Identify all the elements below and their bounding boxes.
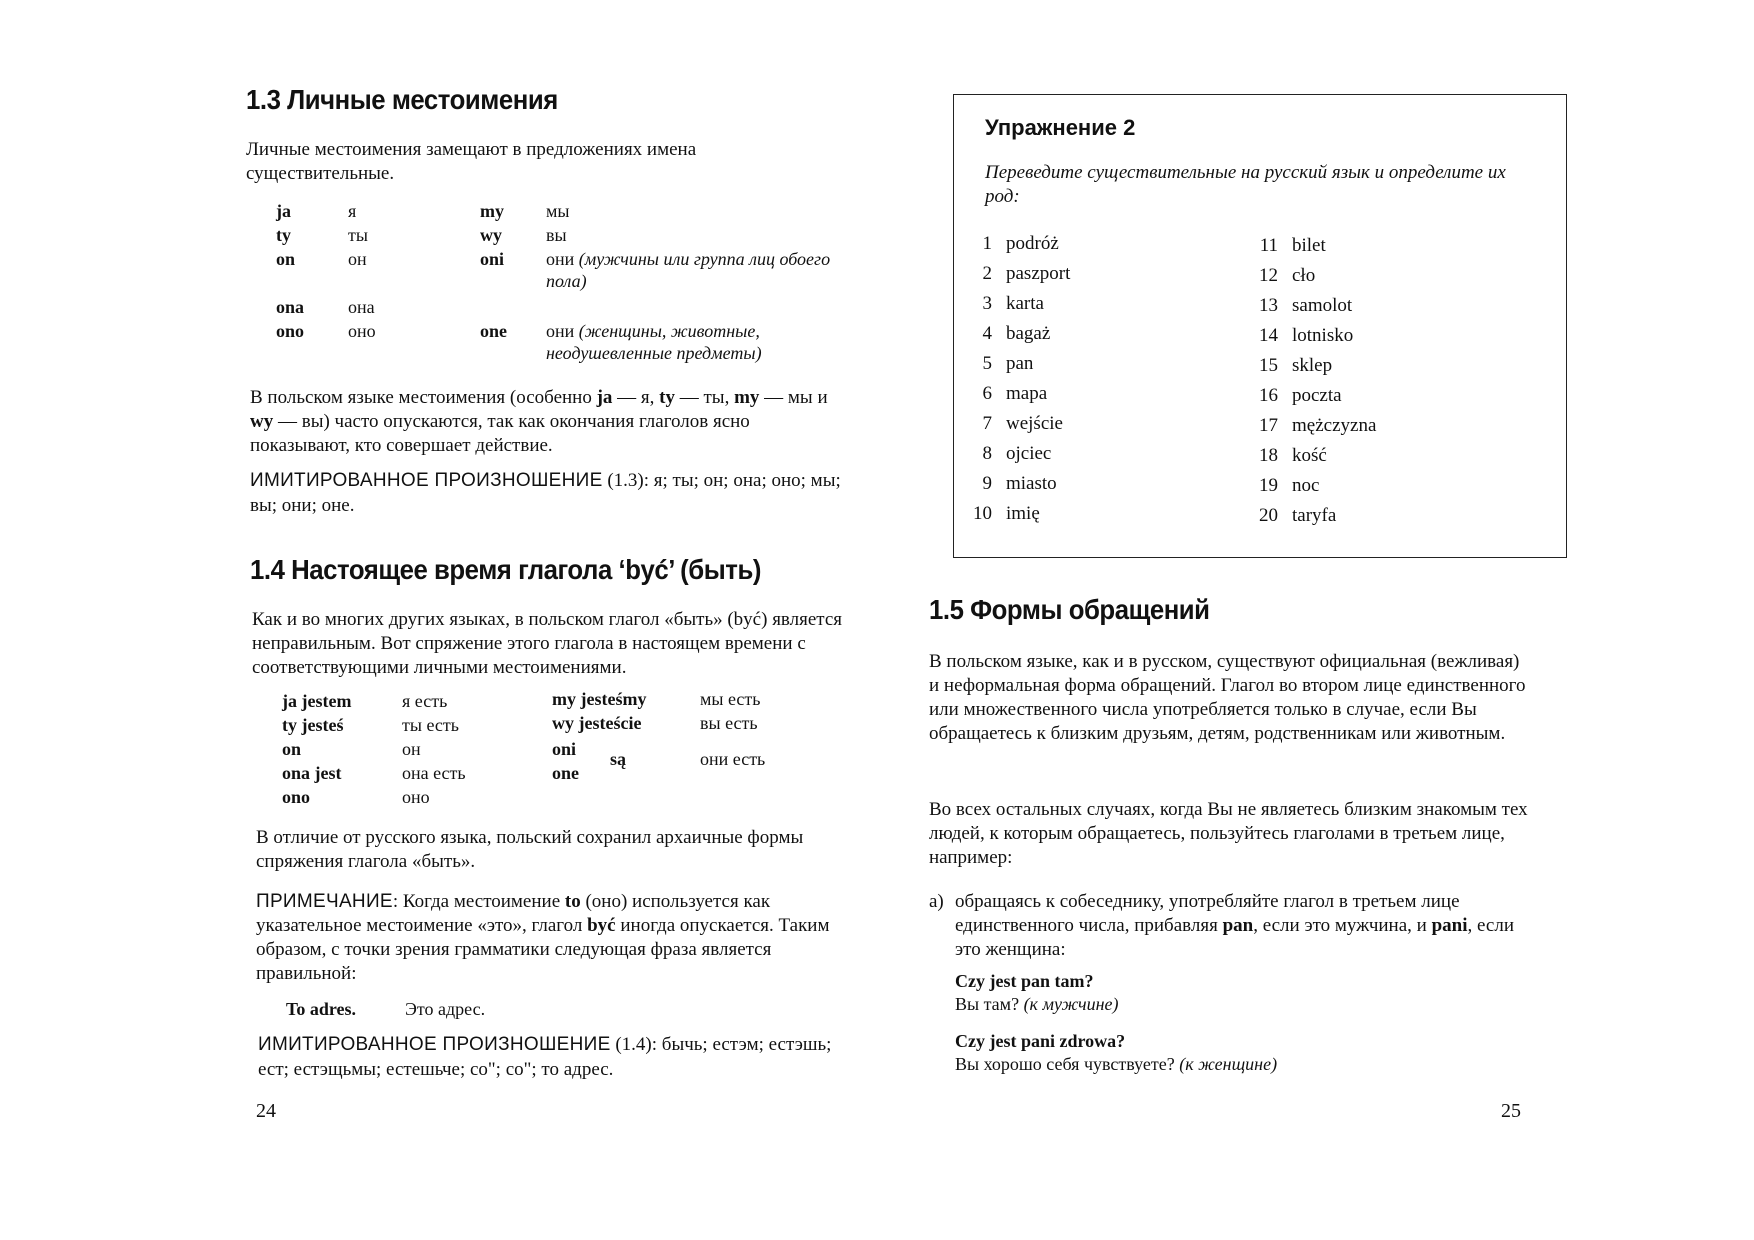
item-word: sklep [1292,355,1333,376]
section-1-4-heading: 1.4 Настоящее время глагола ‘być’ (быть) [250,554,761,585]
item-word: wejście [1006,413,1063,434]
conj-ru: мы есть [700,689,761,709]
pronoun-note: (женщины, животные, неодушевленные предметы) [546,321,762,363]
conj-ru: ты есть [402,715,459,735]
item-number: 4 [982,323,992,344]
example-russian: Это адрес. [405,999,486,1019]
text-run: — ты, [675,387,735,408]
text-run-bold: ja [596,387,613,408]
text-run: , если это мужчина, и [1253,915,1432,936]
item-number: 8 [982,443,992,464]
text-run: иногда опускается. Таким образом, с точки зрения грамматики следующая фраза является правильной: [256,915,830,984]
example-russian [955,993,1119,1016]
pronunciation-label: ИМИТИРОВАННОЕ ПРОИЗНОШЕНИЕ [258,1034,611,1055]
note-paragraph [256,890,856,986]
item-word: poczta [1292,385,1342,406]
text-run-bold: być [587,915,616,936]
pronoun-pl: ona [276,297,305,317]
pronunciation-label: ИМИТИРОВАННОЕ ПРОИЗНОШЕНИЕ [250,470,603,491]
right-page [877,0,1754,1240]
item-word: cło [1292,265,1316,286]
item-number: 5 [982,353,992,374]
item-word: kość [1292,445,1327,466]
text-run: — я, [612,387,660,408]
item-word: karta [1006,293,1044,314]
section-1-3-heading: 1.3 Личные местоимения [246,84,558,115]
text-run: (оно) используется как указательное местоимение «это», глагол [256,891,771,936]
exercise-instruction: Переведите существительные на русский язык и определите их род: [985,162,1506,207]
pronoun-ru-text: они [546,321,579,341]
pronoun-pl: ono [276,321,305,341]
item-word: mapa [1006,383,1048,404]
section-1-4-intro: Как и во многих других языках, в польском глагол «быть» (być) является неправильным. Вот спряжение этого глагола в настоящем времени с соответствующими личными местоимениями. [252,609,843,678]
conj-pl: ty jesteś [282,715,344,735]
pronoun-ru: он [348,249,367,269]
text-run: , если это женщина: [955,915,1514,960]
conj-pl: ono [282,787,311,807]
conj-pl: on [282,739,302,759]
section-1-5-heading: 1.5 Формы обращений [929,594,1210,625]
section-1-5-p2: Во всех остальных случаях, когда Вы не являетесь близким знакомым тех людей, к которым обращаетесь, пользуйтесь глаголами в третьем лице, например: [929,799,1528,868]
text-run-bold: ty [659,387,675,408]
item-number: 10 [973,503,992,524]
conj-ru: оно [402,787,430,807]
example-polish: Czy jest pan tam? [955,971,1094,991]
pronoun-pl: my [480,201,504,221]
example-2 [955,1030,1277,1076]
item-word: paszport [1006,263,1071,284]
item-word: samolot [1292,295,1353,316]
list-marker-a: а) [929,891,944,912]
conj-sa: są [610,749,627,769]
item-number: 2 [982,263,992,284]
item-number: 13 [1259,295,1278,316]
item-number: 12 [1259,265,1278,286]
example-polish: To adres. [286,999,357,1019]
conj-ru: она есть [402,763,466,783]
text-run: : Когда местоимение [392,891,565,912]
item-word: pan [1006,353,1034,374]
text-run-bold: my [734,387,760,408]
item-number: 7 [982,413,992,434]
conj-pl: ona jest [282,763,342,783]
text-run-bold: to [564,891,581,912]
item-number: 19 [1259,475,1278,496]
page-number: 24 [256,1100,276,1122]
conj-pl: my jesteśmy [552,689,647,709]
pronunciation-text: (1.3): я; ты; он; она; оно; мы; вы; они; оне. [250,470,841,516]
conj-pl: wy jesteście [552,713,642,733]
item-number: 14 [1259,325,1278,346]
item-number: 6 [982,383,992,404]
text-run: Вы хорошо себя чувствуете? [955,1054,1180,1074]
pronoun-ru: она [348,297,375,317]
pronoun-pl: one [480,321,507,341]
conj-ru: вы есть [700,713,758,733]
item-word: ojciec [1006,443,1052,464]
pronoun-ru: мы [546,201,570,221]
section-1-3-intro: Личные местоимения замещают в предложениях имена существительные. [246,139,697,184]
item-number: 11 [1259,235,1278,256]
conj-ru: я есть [402,691,448,711]
text-run: В польском языке местоимения (особенно [250,387,597,408]
text-run: — вы) часто опускаются, так как окончания глаголов ясно показывают, кто совершает действие. [250,411,750,456]
item-word: imię [1006,503,1040,524]
item-number: 16 [1259,385,1278,406]
conj-ru: они есть [700,749,766,769]
example-1 [955,970,1119,1016]
pronoun-pl: oni [480,249,505,269]
item-number: 3 [982,293,992,314]
text-run-bold: wy [250,411,274,432]
item-word: bilet [1292,235,1326,256]
pronoun-ru: ты [348,225,368,245]
item-number: 1 [982,233,992,254]
text-run: обращаясь к собеседнику, употребляйте глагол в третьем лице единственного числа, прибавляя [955,891,1460,936]
text-run: Вы там? [955,994,1024,1014]
text-run-bold: pan [1222,915,1254,936]
item-word: podróż [1006,233,1059,254]
pronoun-pl: on [276,249,296,269]
text-run: — мы и [759,387,828,408]
pronoun-pl: wy [480,225,502,245]
example-russian [955,1053,1277,1076]
conj-pl: one [552,763,579,783]
item-word: lotnisko [1292,325,1354,346]
section-1-4-body: В отличие от русского языка, польский сохранил архаичные формы спряжения глагола «быть». [256,827,804,872]
item-word: bagaż [1006,323,1051,344]
note-label: ПРИМЕЧАНИЕ [256,891,393,912]
text-run-bold: pani [1431,915,1468,936]
list-item-a [955,890,1529,962]
item-word: taryfa [1292,505,1337,526]
pronoun-ru-text: они [546,249,579,269]
pronoun-ru [546,248,836,292]
item-word: mężczyzna [1292,415,1377,436]
exercise-title: Упражнение 2 [985,115,1136,140]
conj-ru: он [402,739,421,759]
example-note: (к женщине) [1179,1054,1278,1074]
example-note: (к мужчине) [1023,994,1119,1014]
item-number: 18 [1259,445,1278,466]
pronoun-pl: ja [276,201,291,221]
pronunciation-text: (1.4): бычь; естэм; естэшь; ест; естэщьмы; естешьче; со"; со"; то адрес. [258,1034,832,1080]
item-number: 9 [982,473,992,494]
pronunciation-1-4 [258,1032,858,1082]
pronoun-pl: ty [276,225,291,245]
pronoun-ru [546,320,836,364]
conj-pl: ja jestem [282,691,352,711]
item-word: noc [1292,475,1320,496]
pronoun-note: (мужчины или группа лиц обоего пола) [546,249,831,291]
conj-pl: oni [552,739,577,759]
item-number: 15 [1259,355,1278,376]
item-word: miasto [1006,473,1057,494]
pronoun-ru: оно [348,321,376,341]
page-number: 25 [1501,1100,1521,1122]
section-1-3-body [250,386,850,458]
example-polish: Czy jest pani zdrowa? [955,1031,1126,1051]
pronoun-ru: я [348,201,357,221]
pronoun-ru: вы [546,225,567,245]
pronunciation-1-3 [250,468,850,518]
item-number: 20 [1259,505,1278,526]
section-1-5-p1: В польском языке, как и в русском, существуют официальная (вежливая) и неформальная форма обращений. Глагол во втором лице единственного или множественного числа употребляется только в случае, если Вы обращаетесь к близким друзьям, детям, родственникам или животным. [929,651,1526,744]
item-number: 17 [1259,415,1278,436]
